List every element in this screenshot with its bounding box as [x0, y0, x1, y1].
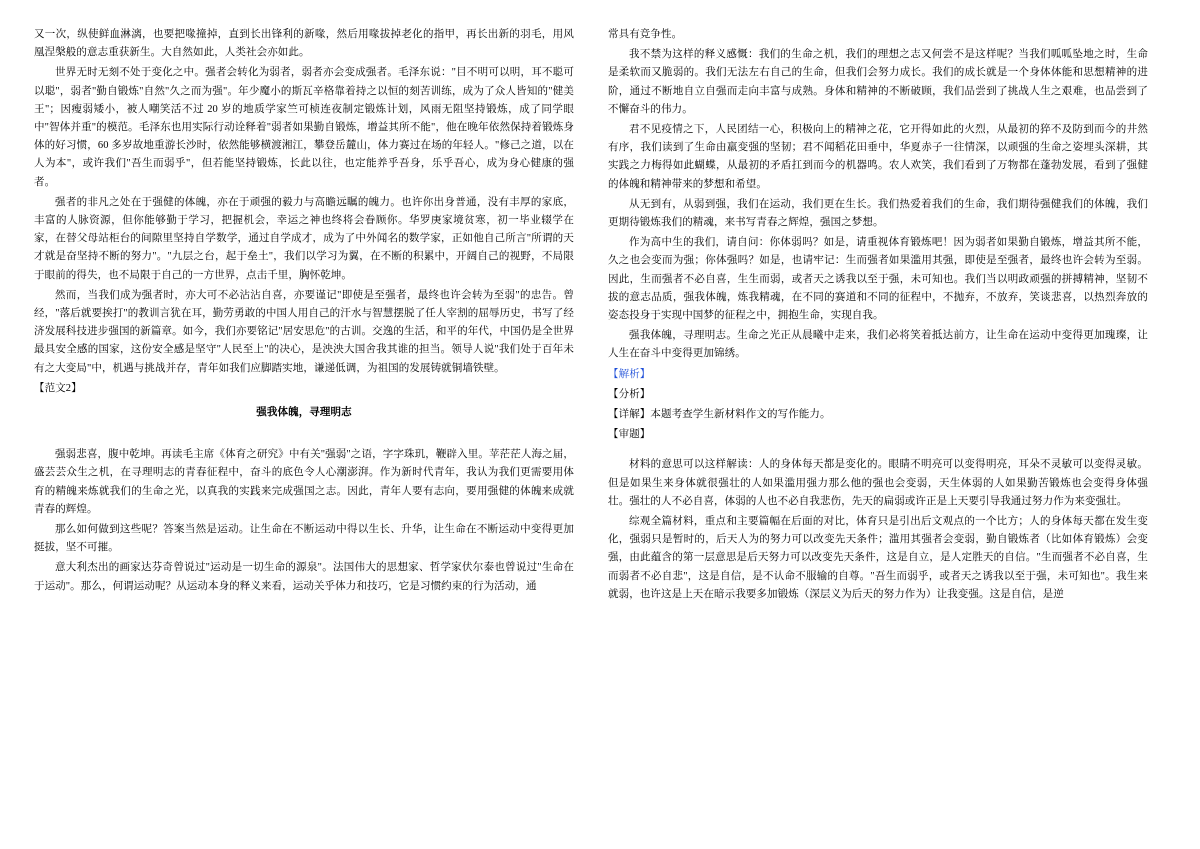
paragraph: 常具有竞争性。 [608, 29, 683, 40]
paragraph: 强者的非凡之处在于强健的体魄，亦在于顽强的毅力与高瞻远瞩的魄力。也许你出身普通，没有丰厚的家底，丰富的人脉资源，但你能够勤于学习，把握机会，幸运之神也终将会眷顾你。华罗庚家境贫寒，初一毕业辍学在家，在替父母站柜台的间隙里坚持自学数学，通过自学成才，成为了中外闻名的数学家，正如他自己所言"所谓的天才就是奋坚持不断的努力"。"九层之台，起于垒土"，我们以学习为翼，在不断的积累中，开阔自己的视野，不局限于眼前的得失，也不局限于自己的一方世界，点击千里，胸怀乾坤。 [34, 196, 574, 281]
paragraph: 君不见疫情之下，人民团结一心，积极向上的精神之花，它开得如此的火烈，从最初的猝不及防到而今的井然有序，我们读到了生命由羸变强的坚韧；君不闻稻花田垂中，华夏赤子一往情深，以顽强的生命之姿埋头深耕，其实践之力梅得如此蝴蝶，从最初的矛盾扛到而今的机器鸣。农人欢笑，我们看到了万物都在蓬勃发展，看到了强健的体魄和精神带来的梦想和希望。 [608, 124, 1148, 190]
spacer [608, 446, 1148, 456]
annotation-text-xiangjie: 本题考查学生新材料作文的写作能力。 [650, 409, 831, 421]
paragraph: 意大利杰出的画家达芬奇曾说过"运动是一切生命的源泉"。法国伟大的思想家、哲学家伏尔泰也曾说过"生命在于运动"。那么，何谓运动呢？从运动本身的释义来看，运动关乎体力和技巧，它是习惯约束的行为活动，通 [34, 562, 574, 592]
paragraph: 从无到有，从弱到强，我们在运动，我们更在生长。我们热爱着我们的生命，我们期待强健我们的体魄，我们更期待锻炼我们的精魂，来书写青春之辉煌，强国之梦想。 [608, 198, 1148, 229]
paragraph: 世界无时无刻不处于变化之中。强者会转化为弱者，弱者亦会变成强者。毛泽东说："目不明可以明，耳不聪可以聪"，弱者"勤自锻炼"自然"久之而为强"。年少魔小的斯瓦辛格靠着持之以恒的刻苦训练，成为了众人皆知的"健美王"；因瘦弱矮小，被人嘲笑活不过 20 岁的地质学家竺可桢连夜制定锻炼计划，风雨无阻坚持锻炼，成了同学眼中"智体并重"的模范。毛泽东也用实际行动诠释着"弱者如果勤自锻炼，增益其所不能"，他在晚年依然保持着锻炼身体的好习惯，60 多岁故地重游长沙时，依然能够横渡湘江，攀登岳麓山，体力赛过在场的年轻人。"修己之道，以在人为本"，或许我们"吾生而弱乎"，但若能坚持锻炼，长此以往，也定能养乎吾身，乐乎吾心，成为身心健康的强者。 [34, 67, 574, 188]
paragraph: 我不禁为这样的释义感慨：我们的生命之机，我们的理想之志又何尝不是这样呢？当我们呱呱坠地之时，生命是柔软而又脆弱的。我们无法左右自己的生命，但我们会努力成长。我们的成长就是一个身体体能和思想精神的进阶，通过不断地自立自强而走向丰富与成熟。身体和精神的不断破顾，我们品尝到了挑战人生之艰难，也品尝到了不懈奋斗的伟力。 [608, 49, 1148, 115]
paragraph: 材料的意思可以这样解读：人的身体每天都是变化的。眼睛不明亮可以变得明亮，耳朵不灵敏可以变得灵敏。但是如果生来身体就很强壮的人如果滥用强力那么他的强也会变弱，天生体弱的人如果勤苦锻炼也会变得身体强壮。强壮的人不必自喜，体弱的人也不必自我悲伤，先天的扁弱或许正是上天要引导我通过努力作为来变强壮。 [608, 459, 1148, 507]
annotation-label-fenxi: 【分析】 [608, 388, 651, 400]
paragraph: 作为高中生的我们，请自问：你体弱吗？如是，请重视体育锻炼吧！因为弱者如果勤自锻炼，增益其所不能，久之也会变而为强；你体强吗？如是，也请牢记：生而强者如果滥用其强，即使是至强者，最终也许会转为至弱。因此，生而强者不必自喜，生生而弱，或者天之诱我以至于强，未可知也。我们当以明政顽强的拼搏精神，坚韧不拔的意志品质，强我体魄，炼我精魂，在不同的赛道和不同的征程中，不抛弃，不放弃，笑谈悲喜，以热烈奔放的姿态投身于实现中国梦的征程之中，拥抱生命，实现自我。 [608, 237, 1148, 322]
paragraph: 又一次，纵使鲜血淋漓，也要把喙撞掉，直到长出锋利的新喙，然后用喙拔掉老化的指甲，再长出新的羽毛，用风凰涅槃般的意志重获新生。大自然如此，人类社会亦如此。 [34, 29, 574, 59]
right-column [608, 26, 1148, 829]
paragraph: 强弱悲喜，腹中乾坤。再读毛主席《体育之研究》中有关"强弱"之语，字字珠玑，鞭辟入里。苹茫茫人海之届，盛芸芸众生之机，在寻理明志的青春征程中，奋斗的底色令人心潮澎湃。作为新时代青年，我认为我们更需要用体育的精魄来炼就我们的生命之光，以真我的实践来完成强国之志。因此，青年人要有志向，要用强健的体魄来成就青春的辉煌。 [34, 449, 574, 515]
annotation-xiangjie [608, 406, 1148, 424]
annotation-label-xiangjie: 【详解】 [608, 409, 651, 421]
paragraph: 那么如何做到这些呢？答案当然是运动。让生命在不断运动中得以生长、升华，让生命在不断运动中变得更加挺拔，坚不可摧。 [34, 524, 574, 554]
two-column-layout [34, 26, 1166, 829]
essay-title: 强我体魄，寻理明志 [256, 407, 352, 419]
annotation-label-jiexi: 【解析】 [608, 368, 651, 380]
spacer [34, 428, 574, 446]
paragraph: 强我体魄，寻理明志。生命之光正从晨曦中走来，我们必将笑着抵达前方，让生命在运动中变得更加瑰璨，让人生在奋斗中变得更加锦绣。 [608, 330, 1148, 360]
paragraph: 然而，当我们成为强者时，亦大可不必沾沾自喜，亦要谨记"即使是至强者，最终也许会转为至弱"的忠告。曾经，"落后就要挨打"的教训言犹在耳，勤劳勇敢的中国人用自己的汗水与智慧摆脱了任人宰割的屈辱历史，书写了经济发展科技进步强国的新篇章。如今，我们亦要铭记"居安思危"的古训。交逸的生活，和平的年代，中国仍是全世界最具安全感的国家，这份安全感是坚守"人民至上"的决心，是泱泱大国舍我其谁的担当。领导人说"我们处于百年未有之大变局"中，机遇与挑战并存，青年如我们应脚踏实地，谦递低调，为祖国的发展铸就铜墙铁壁。 [34, 289, 574, 374]
sample-essay-label: 【范文2】 [34, 382, 82, 394]
paragraph: 综观全篇材料，重点和主要篇幅在后面的对比，体育只是引出后文观点的一个比方；人的身体每天都在发生变化，强弱只是暂时的，后天人为的努力可以改变先天条件；滥用其强者会变弱，勤自锻炼者（比如体育锻炼）会变强，由此蕴含的第一层意思是后天努力可以改变先天条件，这是自立，是人定胜天的自信。"生而强者不必自喜，生而弱者不必自悲"，这是自信，是不认命不服输的自尊。"吾生而弱乎，或者天之诱我以至于强，未可知也"。我生来就弱，也许这是上天在暗示我要多加锻炼（深层义为后天的努力作为）让我变强。这是自信，是逆 [608, 516, 1148, 600]
left-column [34, 26, 574, 829]
annotation-label-shenti: 【审题】 [608, 429, 651, 441]
